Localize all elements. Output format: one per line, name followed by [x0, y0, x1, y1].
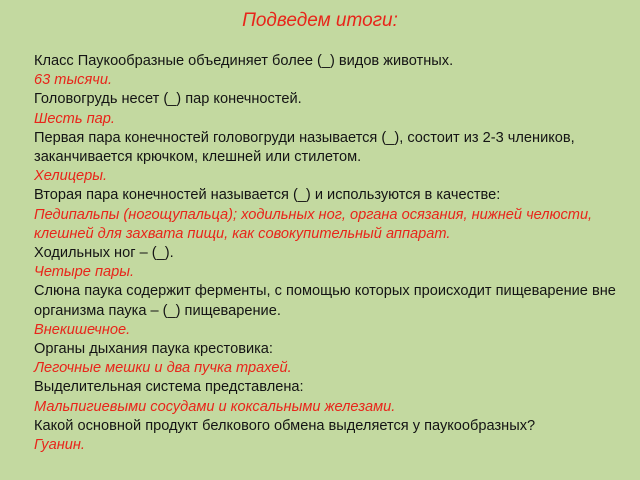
answer-4: Педипальпы (ногощупальца); ходильных ног, органа осязания, нижней челюсти, клешней для захвата пищи, как совокупительный аппарат. — [34, 206, 593, 242]
answer-7: Легочные мешки и два пучка трахей. — [34, 360, 292, 377]
qa-list — [34, 52, 634, 455]
question-4: Вторая пара конечностей называется (_) и используются в качестве: — [34, 187, 501, 204]
question-6: Слюна паука содержит ферменты, с помощью которых происходит пищеварение вне организма паука – (_) пищеварение. — [34, 283, 616, 319]
question-5: Ходильных ног – (_). — [34, 245, 174, 262]
question-2: Головогрудь несет (_) пар конечностей. — [34, 91, 302, 108]
answer-5: Четыре пары. — [34, 264, 135, 281]
question-1: Класс Паукообразные объединяет более (_) видов животных. — [34, 53, 454, 69]
answer-8: Мальпигиевыми сосудами и коксальными железами. — [34, 398, 396, 415]
answer-6: Внекишечное. — [34, 321, 131, 338]
question-3: Первая пара конечностей головогруди называется (_), состоит из 2-3 члеников, заканчивается крючком, клешней или стилетом. — [34, 129, 575, 166]
answer-3: Хелицеры. — [34, 168, 108, 185]
question-8: Выделительная система представлена: — [34, 379, 304, 396]
slide-title: Подведем итоги: — [242, 10, 398, 31]
answer-9: Гуанин. — [34, 437, 85, 454]
question-7: Органы дыхания паука крестовика: — [34, 341, 273, 358]
answer-1: 63 тысячи. — [34, 72, 112, 89]
answer-2: Шесть пар. — [34, 110, 115, 127]
question-9: Какой основной продукт белкового обмена выделяется у паукообразных? — [34, 417, 536, 434]
